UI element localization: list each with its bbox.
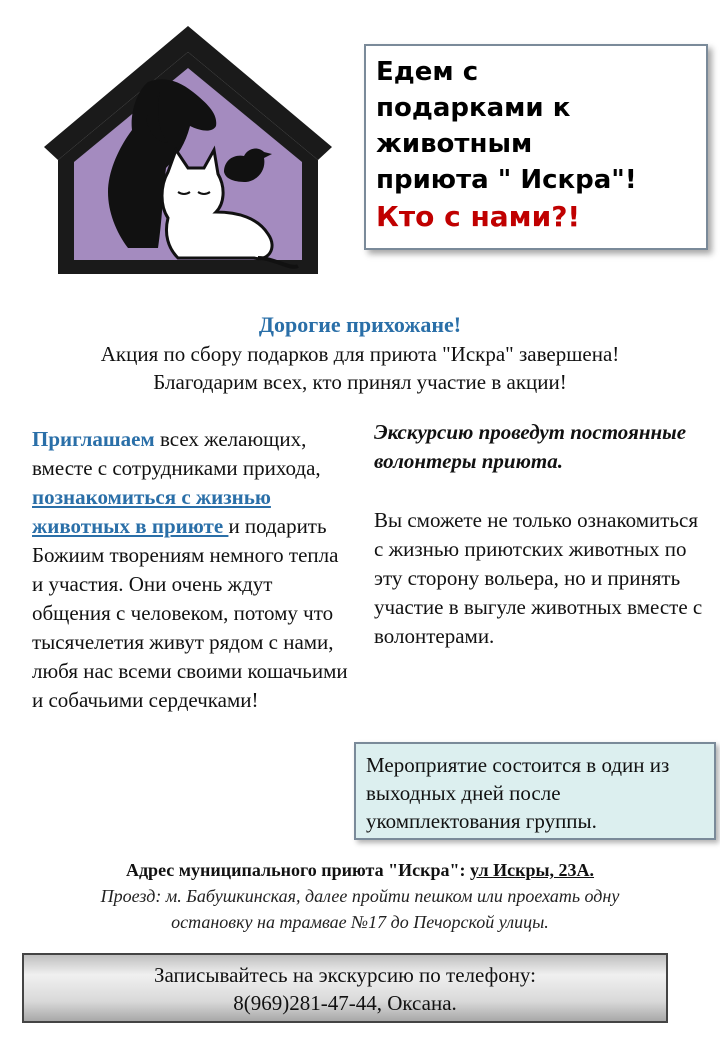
greeting-title: Дорогие прихожане! — [258, 312, 462, 337]
address-line — [0, 857, 720, 883]
greeting-line: Благодарим всех, кто принял участие в акции! — [153, 370, 567, 394]
excursion-guides: Экскурсию проведут постоянные волонтеры приюта. — [374, 420, 687, 473]
shelter-house-logo-icon — [28, 22, 348, 277]
headline-line: животным — [376, 129, 533, 159]
address-label: Адрес муниципального приюта "Искра": — [125, 860, 470, 880]
phone-number: 8(969)281-47-44, Оксана. — [233, 991, 457, 1015]
invite-word: Приглашаем — [32, 427, 155, 451]
headline-line: приюта " Искра"! — [376, 165, 637, 195]
shelter-logo — [28, 22, 348, 277]
phone-box — [22, 953, 668, 1023]
invite-text: всех желающих, вместе с сотрудниками прихода, — [32, 427, 321, 480]
event-box: Мероприятие состоится в один из выходных дней после укомплектования группы. — [354, 742, 716, 840]
excursion-info — [374, 418, 704, 651]
invite-text-continued: и подарить Божиим творениям немного тепла и участия. Они очень ждут общения с человеком, потому что тысячелетия живут рядом с нами, любя нас всеми своими кошачьими и собачьими сердечками! — [32, 514, 348, 712]
invitation-text — [32, 425, 352, 715]
headline-line: Едем с — [376, 57, 479, 87]
headline-call: Кто с нами?! — [376, 200, 581, 233]
excursion-description: Вы сможете не только ознакомиться с жизнью приютских животных по эту сторону вольера, но и принять участие в выгуле животных вместе с волонтерами. — [374, 508, 703, 648]
address-street: ул Искры, 23А. — [469, 860, 595, 880]
phone-label: Записывайтесь на экскурсию по телефону: — [153, 963, 536, 987]
greeting — [0, 310, 720, 396]
headline-line: подарками к — [376, 93, 571, 123]
route-line: Проезд: м. Бабушкинская, далее пройти пешком или проехать одну — [100, 886, 620, 906]
shelter-link[interactable]: познакомиться с жизнью животных в приюте — [32, 485, 271, 538]
route-line: остановку на трамвае №17 до Печорской улицы. — [171, 912, 549, 932]
address-block — [0, 857, 720, 935]
headline-box — [364, 44, 708, 250]
greeting-line: Акция по сбору подарков для приюта "Искра" завершена! — [100, 342, 620, 366]
